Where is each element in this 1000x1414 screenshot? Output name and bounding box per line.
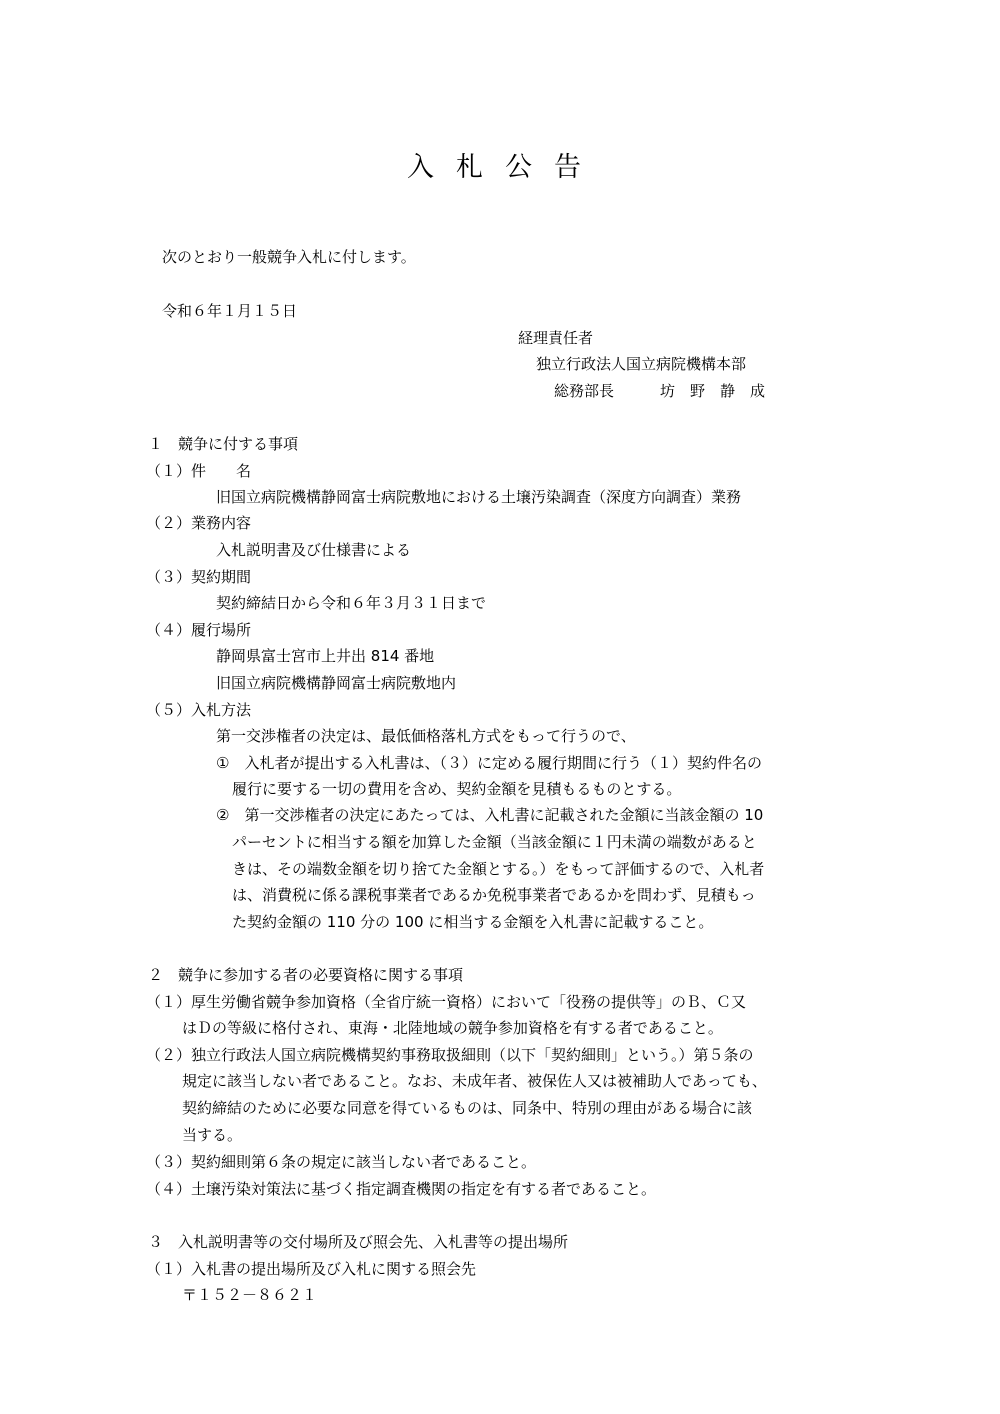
section1-heading: １ 競争に付する事項 [148,435,299,453]
issuer-organization: 独立行政法人国立病院機構本部 [536,355,747,373]
intro-text: 次のとおり一般競争入札に付します。 [162,248,416,266]
contact-item: （１）入札書の提出場所及び入札に関する照会先 [146,1260,477,1278]
item-label: （１）件 名 [146,462,252,480]
item-label: （４）履行場所 [146,621,252,639]
page-title: 入札公告 [407,152,603,183]
sub-item-2: ② 第一交渉権者の決定にあたっては、入札書に記載された金額に当該金額の 10 [216,806,764,824]
item-text: 契約締結日から令和６年３月３１日まで [216,594,487,612]
qualification-item-cont: 契約締結のために必要な同意を得ているものは、同条中、特別の理由がある場合に該 [182,1099,753,1117]
sub-item-2-cont: は、消費税に係る課税事業者であるか免税事業者であるかを問わず、見積もっ [232,886,756,904]
sub-item-2-cont: きは、その端数金額を切り捨てた金額とする。）をもって評価するので、入札者 [232,860,765,878]
issuer-name: 坊 野 静 成 [660,382,766,400]
issuer-role: 経理責任者 [518,329,594,347]
postal-code: 〒１５２－８６２１ [182,1286,318,1304]
item-text: 旧国立病院機構静岡富士病院敷地における土壌汚染調査（深度方向調査）業務 [216,488,742,506]
sub-item-2-cont: パーセントに相当する額を加算した金額（当該金額に１円未満の端数があると [232,833,757,851]
item-text: 入札説明書及び仕様書による [216,541,412,559]
section2-heading: ２ 競争に参加する者の必要資格に関する事項 [148,966,464,984]
qualification-item-cont: 当する。 [182,1126,243,1144]
qualification-item: （１）厚生労働省競争参加資格（全省庁統一資格）において「役務の提供等」のＢ、Ｃ又 [146,993,747,1011]
qualification-item: （３）契約細則第６条の規定に該当しない者であること。 [146,1153,537,1171]
qualification-item: （４）土壌汚染対策法に基づく指定調査機関の指定を有する者であること。 [146,1180,657,1198]
item-label: （３）契約期間 [146,568,252,586]
date: 令和６年１月１５日 [162,302,298,320]
sub-item-1: ① 入札者が提出する入札書は、（３）に定める履行期間に行う（１）契約件名の [216,754,762,772]
qualification-item-cont: 規定に該当しない者であること。なお、未成年者、被保佐人又は被補助人であっても、 [182,1072,767,1090]
item-text: 静岡県富士宮市上井出 814 番地 [216,647,435,665]
item-text: 第一交渉権者の決定は、最低価格落札方式をもって行うので、 [216,727,636,745]
item-label: （５）入札方法 [146,701,252,719]
item-text: 旧国立病院機構静岡富士病院敷地内 [216,674,457,692]
qualification-item-cont: はＤの等級に格付され、東海・北陸地域の競争参加資格を有する者であること。 [182,1019,723,1037]
item-label: （２）業務内容 [146,514,252,532]
sub-item-1-cont: 履行に要する一切の費用を含め、契約金額を見積もるものとする。 [232,780,682,798]
section3-heading: ３ 入札説明書等の交付場所及び照会先、入札書等の提出場所 [148,1233,569,1251]
issuer-position: 総務部長 [554,382,615,400]
sub-item-2-cont: た契約金額の 110 分の 100 に相当する金額を入札書に記載すること。 [232,913,714,931]
qualification-item: （２）独立行政法人国立病院機構契約事務取扱細則（以下「契約細則」という。）第５条の [146,1046,754,1064]
